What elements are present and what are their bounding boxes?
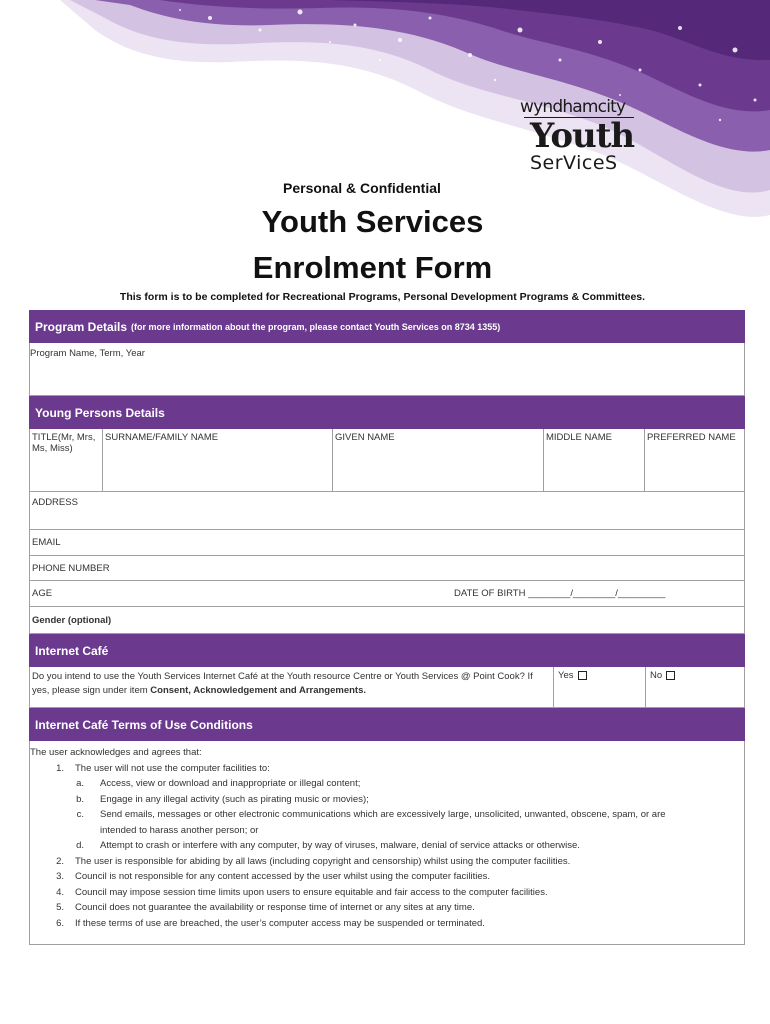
form-intro-text: This form is to be completed for Recreational Programs, Personal Development Programs & Committees. <box>119 291 646 303</box>
surname-field[interactable] <box>103 429 333 491</box>
title-label: TITLE(Mr, Mrs, Ms, Miss) <box>32 432 96 454</box>
yes-checkbox[interactable] <box>578 671 587 680</box>
terms-item-text: Council is not responsible for any content accessed by the user whilst using the computer facilities. <box>75 871 491 882</box>
program-name-label: Program Name, Term, Year <box>30 348 145 359</box>
address-label: ADDRESS <box>32 497 78 508</box>
terms-heading: Internet Café Terms of Use Conditions <box>35 717 253 732</box>
middle-name-label: MIDDLE NAME <box>546 432 612 443</box>
no-checkbox[interactable] <box>666 671 675 680</box>
middle-name-field[interactable] <box>544 429 645 491</box>
surname-label: SURNAME/FAMILY NAME <box>105 432 219 443</box>
terms-item-2 <box>30 854 744 870</box>
date-of-birth-label[interactable]: DATE OF BIRTH ________/________/_________ <box>454 588 666 599</box>
terms-item-number: 5. <box>56 902 64 913</box>
terms-item-text: If these terms of use are breached, the user’s computer access may be suspended or terminated. <box>75 917 485 929</box>
preferred-name-label: PREFERRED NAME <box>647 432 736 443</box>
young-persons-header <box>29 396 745 429</box>
gender-label: Gender (optional) <box>32 614 112 626</box>
internet-cafe-question-bold: Consent, Acknowledgement and Arrangements. <box>150 685 367 696</box>
internet-cafe-header <box>29 634 745 667</box>
terms-item-6 <box>30 916 744 932</box>
program-details-header <box>29 310 745 343</box>
name-row <box>30 429 744 492</box>
terms-item-number: 4. <box>56 886 64 898</box>
given-name-label: GIVEN NAME <box>335 432 395 443</box>
terms-sub-text: Access, view or download and inappropriate or illegal content; <box>100 778 361 789</box>
page-title-line2: Enrolment Form <box>252 250 493 285</box>
gender-field[interactable] <box>30 607 744 633</box>
internet-cafe-question-text: Do you intend to use the Youth Services Internet Café at the Youth resource Centre or Youth Services @ Point Cook? If yes, please sign under item <box>32 671 533 696</box>
internet-cafe-question <box>30 667 554 707</box>
terms-item-text: Council may impose session time limits upon users to ensure equitable and fair access to the computer facilities. <box>75 886 548 898</box>
terms-sub-letter: a. <box>76 778 84 789</box>
terms-item-text: Council does not guarantee the availability or response time of internet or any sites at any time. <box>75 902 475 913</box>
terms-item-number: 1. <box>56 762 64 774</box>
program-details-note: (for more information about the program, please contact Youth Services on 8734 1355) <box>131 321 501 332</box>
wyndham-youth-services-logo <box>520 98 640 173</box>
address-field[interactable] <box>30 492 744 530</box>
terms-item-1 <box>30 761 744 777</box>
given-name-field[interactable] <box>333 429 544 491</box>
title-field[interactable] <box>30 429 103 491</box>
young-persons-heading: Young Persons Details <box>35 405 165 420</box>
terms-item-number: 2. <box>56 855 64 867</box>
terms-header <box>29 708 745 741</box>
page-title-line1: Youth Services <box>261 204 484 239</box>
no-option[interactable] <box>646 667 744 707</box>
terms-sub-letter: d. <box>76 840 84 851</box>
confidential-label: Personal & Confidential <box>283 180 441 196</box>
terms-sub-c-continued: intended to harass another person; or <box>100 824 259 836</box>
terms-item-5 <box>30 900 744 916</box>
internet-cafe-box <box>29 667 745 708</box>
logo-services-text: SerViceS <box>530 152 618 174</box>
terms-item-number: 6. <box>56 917 64 929</box>
yes-label: Yes <box>558 670 574 681</box>
terms-sub-b <box>30 792 744 808</box>
no-label: No <box>650 670 663 681</box>
terms-sub-text: Send emails, messages or other electronic communications which are excessively large, unsolicited, unwanted, obscene, spam, or are <box>100 809 666 820</box>
terms-sub-text: Engage in any illegal activity (such as pirating music or movies); <box>100 793 369 805</box>
terms-item-number: 3. <box>56 871 64 882</box>
terms-item-text: The user is responsible for abiding by all laws (including copyright and censorship) whilst using the computer facilities. <box>75 855 571 867</box>
internet-cafe-heading: Internet Café <box>35 643 109 658</box>
terms-item-text: The user will not use the computer facilities to: <box>75 762 270 774</box>
program-details-heading: Program Details <box>35 319 128 334</box>
age-label[interactable]: AGE <box>32 588 53 599</box>
preferred-name-field[interactable] <box>645 429 744 491</box>
terms-item-4 <box>30 885 744 901</box>
young-persons-box <box>29 429 745 634</box>
email-field[interactable] <box>30 530 744 556</box>
terms-sub-letter: c. <box>76 809 84 820</box>
program-name-field[interactable] <box>29 343 745 396</box>
terms-sub-text: Attempt to crash or interfere with any computer, by way of viruses, malware, denial of service attacks or otherwise. <box>100 840 580 851</box>
terms-intro: The user acknowledges and agrees that: <box>30 747 202 758</box>
yes-option[interactable] <box>554 667 646 707</box>
terms-sub-a <box>30 776 744 792</box>
phone-field[interactable] <box>30 556 744 581</box>
terms-item-3 <box>30 869 744 885</box>
terms-sub-letter: b. <box>76 793 84 805</box>
age-dob-row <box>30 581 744 607</box>
terms-sub-d <box>30 838 744 854</box>
logo-city-text: wyndhamcity <box>520 97 626 117</box>
internet-cafe-row <box>30 667 744 707</box>
logo-youth-text: Youth <box>530 116 635 156</box>
terms-sub-c <box>30 807 744 823</box>
terms-box <box>29 741 745 945</box>
phone-label: PHONE NUMBER <box>32 562 110 574</box>
email-label: EMAIL <box>32 537 61 548</box>
enrolment-form <box>29 310 745 945</box>
